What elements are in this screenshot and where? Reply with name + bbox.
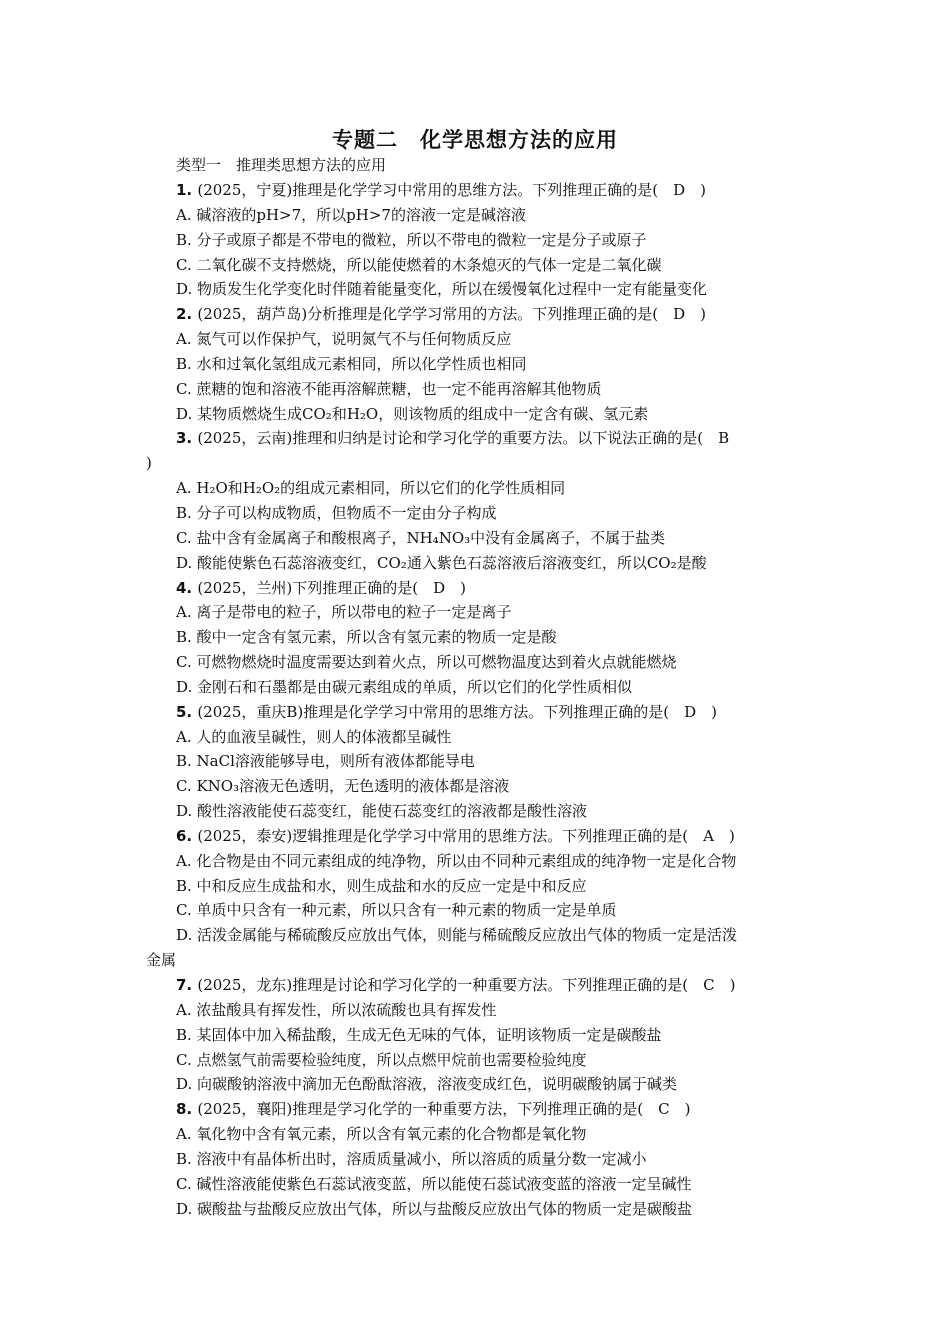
- option-a: A. 氧化物中含有氧元素，所以含有氧元素的化合物都是氧化物: [176, 1125, 587, 1144]
- option-a: A. 碱溶液的pH>7，所以pH>7的溶液一定是碱溶液: [176, 205, 526, 224]
- answer-letter: D: [418, 578, 461, 597]
- option-a: A. 化合物是由不同元素组成的纯净物，所以由不同种元素组成的纯净物一定是化合物: [176, 851, 737, 870]
- option-d: D. 向碳酸钠溶液中滴加无色酚酞溶液，溶液变成红色，说明碳酸钠属于碱类: [176, 1075, 678, 1094]
- page-title: 专题二 化学思想方法的应用: [332, 128, 618, 152]
- option-c: C. 蔗糖的饱和溶液不能再溶解蔗糖，也一定不能再溶解其他物质: [176, 379, 602, 398]
- option-c: C. 二氧化碳不支持燃烧，所以能使燃着的木条熄灭的气体一定是二氧化碳: [176, 255, 662, 274]
- option-a: A. 人的血液呈碱性，则人的体液都呈碱性: [176, 727, 452, 746]
- answer-letter: A: [688, 826, 729, 845]
- answer-letter: D: [669, 702, 712, 721]
- close-paren: ): [146, 454, 152, 473]
- question-stem: [0, 973, 950, 998]
- question-stem-continued: [0, 451, 950, 476]
- question-number: 4.: [176, 578, 198, 597]
- option-c: C. 盐中含有金属离子和酸根离子，NH₄NO₃中没有金属离子，不属于盐类: [176, 528, 666, 547]
- question-stem: [0, 1097, 950, 1122]
- question-list: [0, 178, 950, 1221]
- question-5: [0, 700, 950, 824]
- question-stem: [0, 700, 950, 725]
- answer-letter: D: [658, 305, 701, 324]
- question-stem: [0, 426, 950, 451]
- question-stem: [0, 824, 950, 849]
- close-paren: ): [460, 578, 466, 597]
- option-d: D. 活泼金属能与稀硫酸反应放出气体，则能与稀硫酸反应放出气体的物质一定是活泼: [176, 926, 738, 945]
- answer-letter: D: [658, 181, 701, 199]
- option-d: D. 碳酸盐与盐酸反应放出气体，所以与盐酸反应放出气体的物质一定是碳酸盐: [176, 1199, 693, 1218]
- close-paren: ): [728, 826, 735, 845]
- question-text: (2025，龙东)推理是讨论和学习化学的一种重要方法。下列推理正确的是(: [197, 976, 689, 994]
- close-paren: ): [684, 1100, 691, 1119]
- option-d: D. 某物质燃烧生成CO₂和H₂O，则该物质的组成中一定含有碳、氢元素: [176, 404, 649, 423]
- question-8: [0, 1097, 950, 1221]
- question-number: 1.: [176, 181, 198, 199]
- option-b: B. 分子或原子都是不带电的微粒，所以不带电的微粒一定是分子或原子: [176, 230, 647, 249]
- option-c: C. KNO₃溶液无色透明，无色透明的液体都是溶液: [176, 777, 510, 796]
- option-c: C. 单质中只含有一种元素，所以只含有一种元素的物质一定是单质: [176, 901, 617, 920]
- option-b: B. 某固体中加入稀盐酸，生成无色无味的气体，证明该物质一定是碳酸盐: [176, 1025, 662, 1044]
- question-text: (2025，泰安)逻辑推理是化学学习中常用的思维方法。下列推理正确的是(: [197, 826, 689, 845]
- close-paren: ): [711, 702, 718, 721]
- option-c: C. 可燃物燃烧时温度需要达到着火点，所以可燃物温度达到着火点就能燃烧: [176, 653, 677, 672]
- question-7: [0, 973, 950, 1097]
- option-a: A. 离子是带电的粒子，所以带电的粒子一定是离子: [176, 603, 512, 622]
- answer-letter: B: [703, 429, 745, 448]
- option-b: B. 分子可以构成物质，但物质不一定由分子构成: [176, 503, 497, 522]
- section-heading: 类型一 推理类思想方法的应用: [176, 156, 387, 174]
- option-b: B. 溶液中有晶体析出时，溶质质量减小，所以溶质的质量分数一定减小: [176, 1149, 647, 1168]
- option-b: B. NaCl溶液能够导电，则所有液体都能导电: [176, 752, 475, 771]
- question-3: [0, 426, 950, 575]
- question-1: [0, 178, 950, 302]
- option-c: C. 碱性溶液能使紫色石蕊试液变蓝，所以能使石蕊试液变蓝的溶液一定呈碱性: [176, 1174, 692, 1193]
- question-text: (2025，葫芦岛)分析推理是化学学习常用的方法。下列推理正确的是(: [197, 305, 659, 324]
- question-stem: [0, 178, 950, 203]
- question-6: [0, 824, 950, 973]
- option-d: D. 酸性溶液能使石蕊变红，能使石蕊变红的溶液都是酸性溶液: [176, 802, 588, 821]
- answer-letter: C: [643, 1100, 685, 1119]
- close-paren: ): [700, 305, 706, 324]
- option-b: B. 水和过氧化氢组成元素相同，所以化学性质也相同: [176, 354, 527, 373]
- question-text: (2025，襄阳)推理是学习化学的一种重要方法，下列推理正确的是(: [197, 1100, 644, 1119]
- option-continued: 金属: [146, 951, 177, 970]
- option-b: B. 酸中一定含有氢元素，所以含有氢元素的物质一定是酸: [176, 628, 557, 647]
- question-text: (2025，宁夏)推理是化学学习中常用的思维方法。下列推理正确的是(: [197, 181, 659, 199]
- question-number: 8.: [176, 1100, 198, 1119]
- option-a: A. 氮气可以作保护气，说明氮气不与任何物质反应: [176, 330, 512, 349]
- answer-letter: C: [688, 976, 730, 994]
- question-text: (2025，重庆B)推理是化学学习中常用的思维方法。下列推理正确的是(: [197, 702, 670, 721]
- option-d: D. 金刚石和石墨都是由碳元素组成的单质，所以它们的化学性质相似: [176, 677, 633, 696]
- option-c: C. 点燃氢气前需要检验纯度，所以点燃甲烷前也需要检验纯度: [176, 1050, 587, 1069]
- question-number: 3.: [176, 429, 198, 448]
- question-2: [0, 302, 950, 426]
- question-number: 5.: [176, 702, 198, 721]
- option-b: B. 中和反应生成盐和水，则生成盐和水的反应一定是中和反应: [176, 876, 587, 895]
- question-number: 2.: [176, 305, 198, 324]
- question-stem: [0, 576, 950, 601]
- question-stem: [0, 302, 950, 327]
- question-number: 7.: [176, 976, 198, 994]
- option-d: D. 物质发生化学变化时伴随着能量变化，所以在缓慢氧化过程中一定有能量变化: [176, 280, 708, 299]
- question-4: [0, 576, 950, 700]
- question-text: (2025，兰州)下列推理正确的是(: [197, 578, 419, 597]
- close-paren: ): [700, 181, 706, 199]
- option-a: A. H₂O和H₂O₂的组成元素相同，所以它们的化学性质相同: [176, 479, 566, 498]
- question-number: 6.: [176, 826, 198, 845]
- option-a: A. 浓盐酸具有挥发性，所以浓硫酸也具有挥发性: [176, 1000, 497, 1019]
- question-text: (2025，云南)推理和归纳是讨论和学习化学的重要方法。以下说法正确的是(: [197, 429, 704, 448]
- close-paren: ): [729, 976, 736, 994]
- option-d: D. 酸能使紫色石蕊溶液变红，CO₂通入紫色石蕊溶液后溶液变红，所以CO₂是酸: [176, 553, 707, 572]
